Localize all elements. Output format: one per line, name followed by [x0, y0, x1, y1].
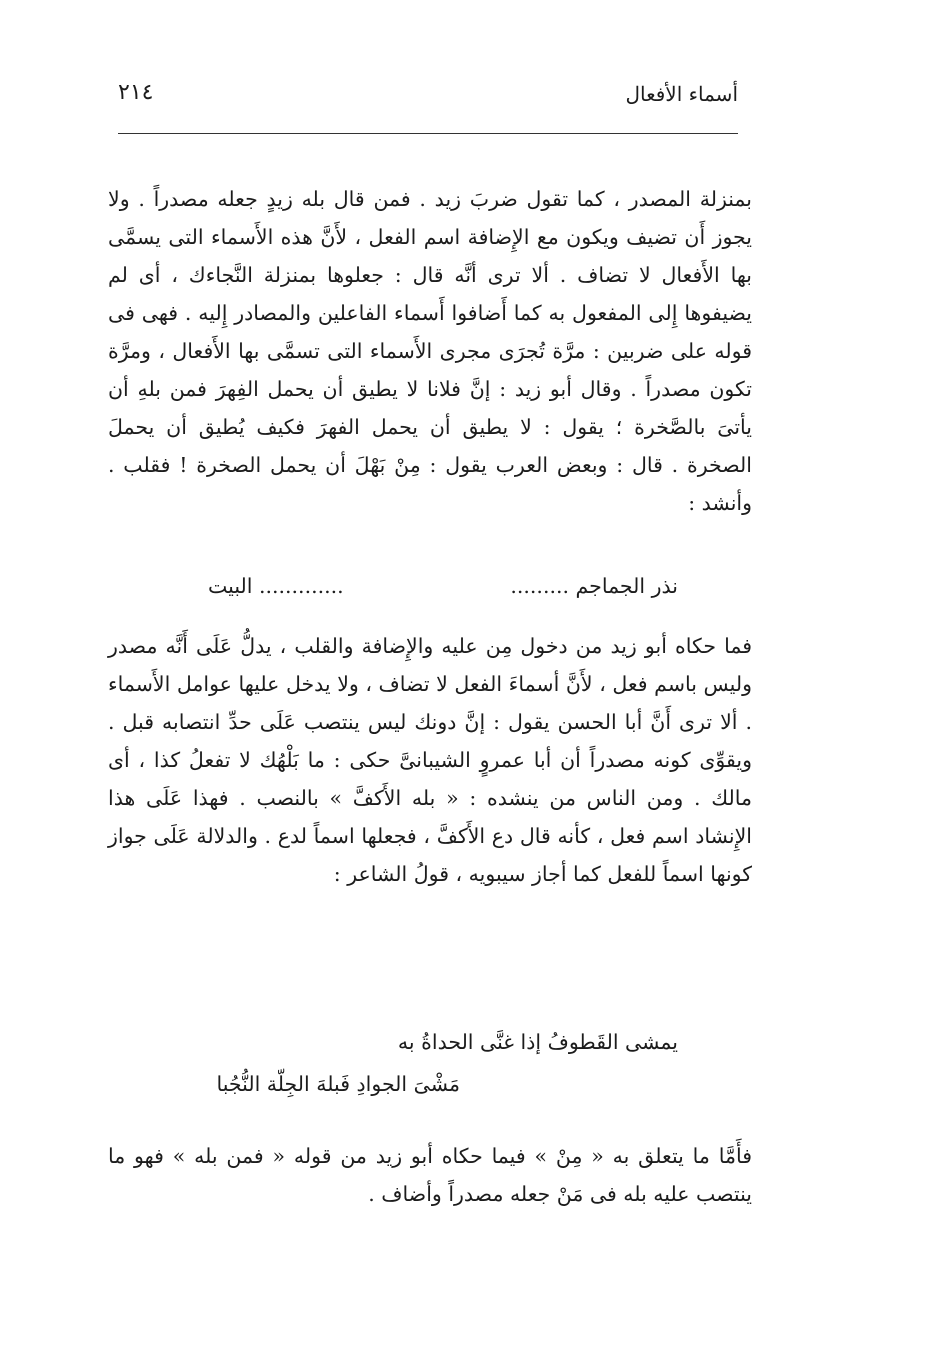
- verse-1-second-hemistich: ............. البيت: [208, 574, 344, 598]
- page-number: ٢١٤: [118, 80, 154, 105]
- verse-1-first-hemistich: نذر الجماجم .........: [510, 574, 678, 598]
- header-rule: [118, 133, 738, 134]
- paragraph-3: فأَمَّا ما يتعلق به « مِنْ » فيما حكاه أبو زيد من قوله « فمن بله » فهو ما ينتصب عليه بله فى مَنْ جعله مصدراً وأضاف .: [108, 1144, 752, 1206]
- verse-2-first-hemistich: يمشى القَطوفُ إذا غنَّى الحداةُ به: [397, 1030, 678, 1054]
- paragraph-2: فما حكاه أبو زيد من دخول مِن عليه والإِضافة والقلب ، يدلُّ عَلَى أَنَّه مصدر وليس باسم فعل ، لأَنَّ أسماءَ الفعل لا تضاف ، ولا يدخل عليها عوامل الأَسماء . ألا ترى أَنَّ أبا الحسن يقول : إنَّ دونك ليس ينتصب عَلَى حدِّ انتصابه قبل . ويقوِّى كونه مصدراً أن أبا عمروٍ الشيبانىَّ حكى : ما بَلْهُك لا تفعلُ كذا ، أى مالك . ومن الناس من ينشده : « بله الأَكفَّ » بالنصب . فهذا عَلَى هذا الإِنشاد اسم فعل ، كأنه قال دع الأَكفَّ ، فجعلها اسماً لدع . والدلالة عَلَى جواز كونها اسماً للفعل كما أجاز سيبويه ، قولُ الشاعر :: [108, 634, 752, 886]
- verse-2-second-hemistich: مَشْىَ الجوادِ فَبلهَ الجِلّة النُّجُبا: [216, 1072, 460, 1096]
- page-header: [118, 80, 738, 120]
- running-title: أسماء الأفعال: [625, 82, 738, 106]
- paragraph-1: بمنزلة المصدر ، كما تقول ضربَ زيد . فمن قال بله زيدٍ جعله مصدراً . ولا يجوز أَن تضيف ويكون مع الإِضافة اسم الفعل ، لأَنَّ هذه الأَسماء التى يسمَّى بها الأَفعال لا تضاف . ألا ترى أنَّه قال : جعلوها بمنزلة النَّجاءك ، أى لم يضيفوها إِلى المفعول به كما أَضافوا أَسماء الفاعلين والمصادر إِليه . فهى فى قوله على ضربين : مرَّة تُجرَى مجرى الأَسماء التى تسمَّى بها الأَفعال ، ومرَّة تكون مصدراً . وقال أبو زيد : إنَّ فلانا لا يطيق أن يحمل الفِهرَ فمن بلهِ أن يأتىَ بالصَّخرة ؛ يقول : لا يطيق أن يحمل الفهرَ فكيف يُطيق أن يحملَ الصخرة . قال : وبعض العرب يقول : مِنْ بَهْلَ أن يحمل الصخرة ! فقلب . وأنشد :: [108, 187, 752, 515]
